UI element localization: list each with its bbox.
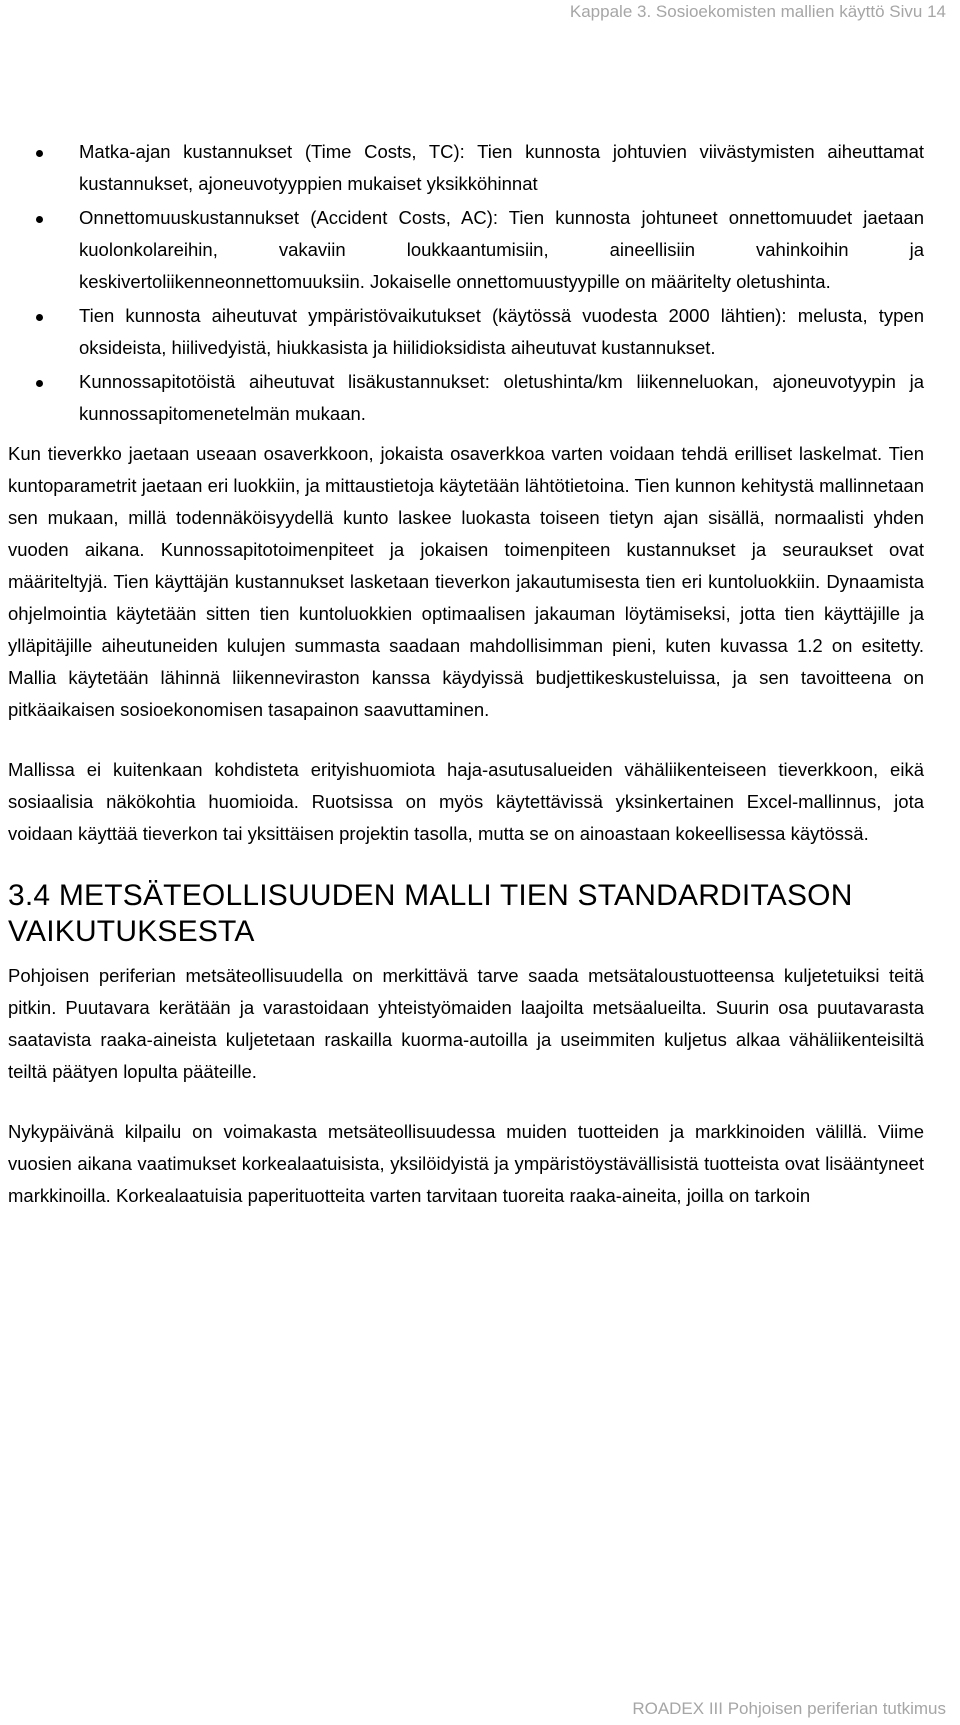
paragraph-model-limitations: Mallissa ei kuitenkaan kohdisteta erityishuomiota haja-asutusalueiden vähäliikenteiseen tieverkkoon, eikä sosiaalisia näkökohtia huomioida. Ruotsissa on myös käytettävissä yksinkertainen Excel-mallinnus, jota voidaan käyttää tieverkon tai yksittäisen projektin tasolla, mutta se on ainoastaan kokeellisessa käytössä. [8,759,924,844]
running-footer: ROADEX III Pohjoisen periferian tutkimus [632,1699,946,1718]
bullet-environmental-costs [8,300,924,364]
bullet-icon [36,314,43,321]
document-body [8,136,924,1240]
cost-bullet-list [8,136,924,430]
paragraph-competition: Nykypäivänä kilpailu on voimakasta metsäteollisuudessa muiden tuotteiden ja markkinoiden välillä. Viime vuosien aikana vaatimukset korkealaatuisista, yksilöidyistä ja ympäristöystävällisistä tuotteista ovat lisääntyneet markkinoilla. Korkealaatuisia paperituotteita varten tarvitaan tuoreita raaka-aineita, joilla on tarkoin [8,1121,924,1206]
section-heading: 3.4 METSÄTEOLLISUUDEN MALLI TIEN STANDARDITASON VAIKUTUKSESTA [8,879,853,948]
bullet-text: Tien kunnosta aiheutuvat ympäristövaikutukset (käytössä vuodesta 2000 lähtien): melusta, typen oksideista, hiilivedyistä, hiukkasista ja hiilidioksidista aiheutuvat kustannukset. [79,305,924,358]
bullet-text: Onnettomuuskustannukset (Accident Costs, AC): Tien kunnosta johtuneet onnettomuudet jaetaan kuolonkolareihin, vakaviin loukkaantumisiin, aineellisiin vahinkoihin ja keskivertoliikenneonnettomuuksiin. Jokaiselle onnettomuustyypille on määritelty oletushinta. [79,207,924,292]
bullet-text: Matka-ajan kustannukset (Time Costs, TC): Tien kunnosta johtuvien viivästymisten aiheuttamat kustannukset, ajoneuvotyyppien mukaiset yksikköhinnat [79,141,924,194]
bullet-maintenance-costs [8,366,924,430]
bullet-text: Kunnossapitotöistä aiheutuvat lisäkustannukset: oletushinta/km liikenneluokan, ajoneuvotyypin ja kunnossapitomenetelmän mukaan. [79,371,924,424]
running-header: Kappale 3. Sosioekomisten mallien käyttö Sivu 14 [569,2,946,21]
bullet-time-costs [8,136,924,200]
bullet-accident-costs [8,202,924,298]
bullet-icon [36,150,43,157]
paragraph-network-model: Kun tieverkko jaetaan useaan osaverkkoon, jokaista osaverkkoa varten voidaan tehdä erilliset laskelmat. Tien kuntoparametrit jaetaan eri luokkiin, ja mittaustietoja käytetään lähtötietoina. Tien kunnon kehitystä mallinnetaan sen mukaan, millä todennäköisyydellä kunto laskee luokasta toiseen tietyn ajan sisällä, normaalisti yhden vuoden aikana. Kunnossapitotoimenpiteet ja jokaisen toimenpiteen kustannukset ja seuraukset ovat määriteltyjä. Tien käyttäjän kustannukset lasketaan tieverkon jakautumisesta tien eri kuntoluokkiin. Dynaamista ohjelmointia käytetään sitten tien kuntoluokkien optimaalisen jakauman löytämiseksi, jotta tien käyttäjille ja ylläpitäjille aiheutuneiden kulujen summasta saadaan mahdollisimman pieni, kuten kuvassa 1.2 on esitetty. Mallia käytetään lähinnä liikenneviraston kanssa käydyissä budjettikeskusteluissa, ja sen tavoitteena on pitkäaikaisen sosioekonomisen tasapainon saavuttaminen. [8,443,924,720]
bullet-icon [36,216,43,223]
bullet-icon [36,380,43,387]
paragraph-forest-industry: Pohjoisen periferian metsäteollisuudella on merkittävä tarve saada metsätaloustuotteensa kuljetetuiksi teitä pitkin. Puutavara kerätään ja varastoidaan yhteistyömaiden laajoilta metsäalueilta. Suurin osa puutavarasta saatavista raaka-aineista kuljetetaan raskailla kuorma-autoilla ja useimmiten kuljetus alkaa vähäliikenteisiltä teiltä päätyen lopulta pääteille. [8,965,924,1082]
